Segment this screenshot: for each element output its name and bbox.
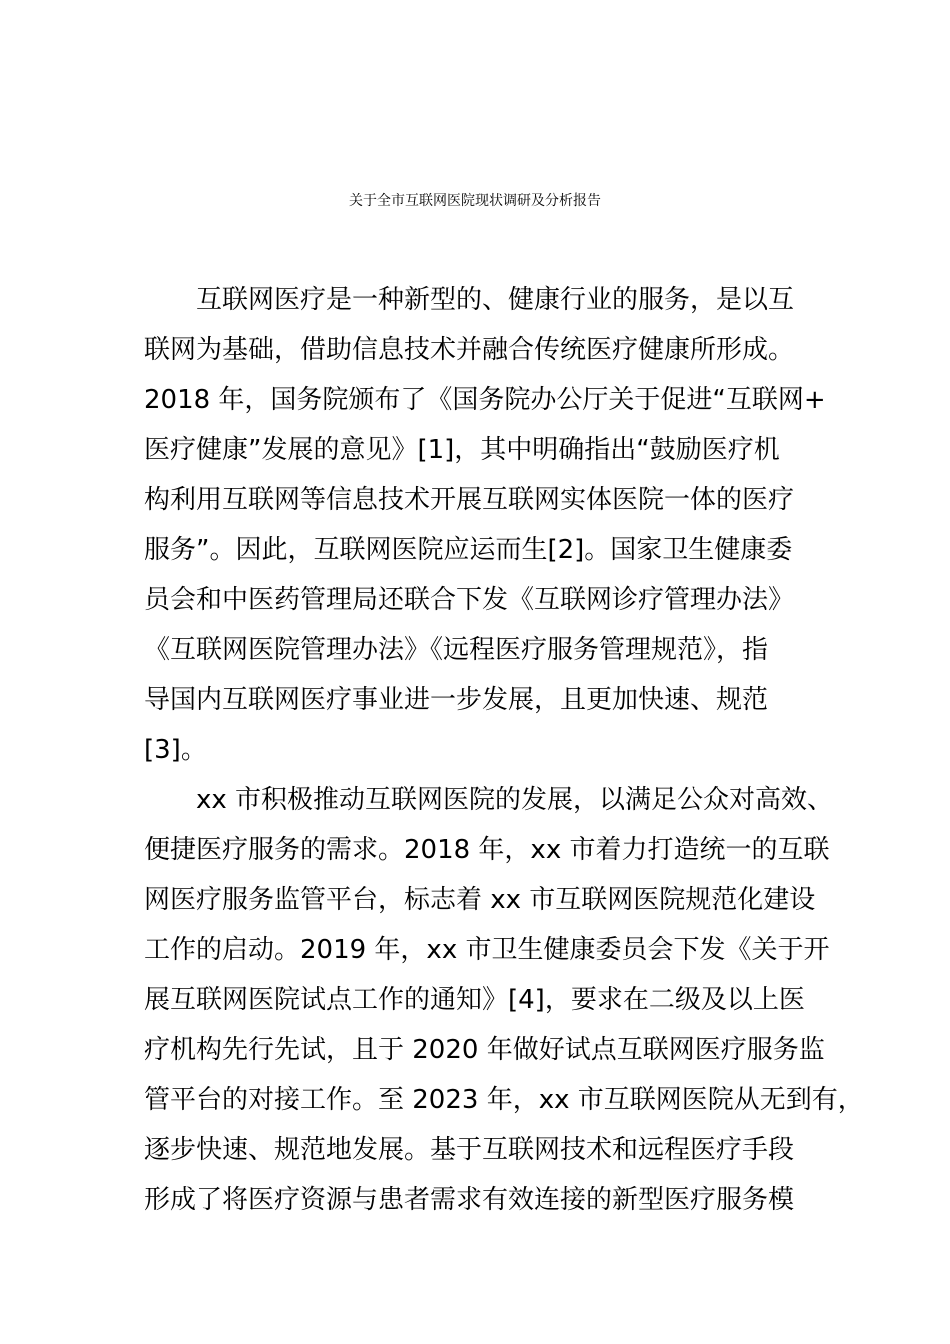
- paragraph-line: [3]。: [144, 735, 207, 765]
- paragraph-line: xx 市积极推动互联网医院的发展，以满足公众对高效、: [196, 785, 834, 815]
- paragraph-line: 互联网医疗是一种新型的、健康行业的服务，是以互: [196, 285, 795, 315]
- paragraph-line: 《互联网医院管理办法》《远程医疗服务管理规范》，指: [144, 635, 769, 665]
- document-title: 关于全市互联网医院现状调研及分析报告: [349, 193, 601, 209]
- paragraph-line: 便捷医疗服务的需求。2018 年，xx 市着力打造统一的互联: [144, 835, 830, 865]
- paragraph-line: 疗机构先行先试，且于 2020 年做好试点互联网医疗服务监: [144, 1035, 825, 1065]
- paragraph-line: 员会和中医药管理局还联合下发《互联网诊疗管理办法》: [144, 585, 795, 615]
- paragraph-line: 形成了将医疗资源与患者需求有效连接的新型医疗服务模: [144, 1185, 795, 1215]
- paragraph-line: 逐步快速、规范地发展。基于互联网技术和远程医疗手段: [144, 1135, 795, 1165]
- paragraph-line: 工作的启动。2019 年，xx 市卫生健康委员会下发《关于开: [144, 935, 830, 965]
- paragraph-line: 构利用互联网等信息技术开展互联网实体医院一体的医疗: [144, 485, 795, 515]
- paragraph-line: 管平台的对接工作。至 2023 年，xx 市互联网医院从无到有，: [144, 1085, 864, 1115]
- paragraph-line: 网医疗服务监管平台，标志着 xx 市互联网医院规范化建设: [144, 885, 816, 915]
- paragraph-line: 2018 年，国务院颁布了《国务院办公厅关于促进“互联网+: [144, 385, 826, 415]
- paragraph-line: 医疗健康”发展的意见》[1]，其中明确指出“鼓励医疗机: [144, 435, 780, 465]
- paragraph-line: 服务”。因此，互联网医院应运而生[2]。国家卫生健康委: [144, 535, 793, 565]
- paragraph-line: 展互联网医院试点工作的通知》[4]，要求在二级及以上医: [144, 985, 805, 1015]
- paragraph-line: 导国内互联网医疗事业进一步发展，且更加快速、规范: [144, 685, 769, 715]
- paragraph-line: 联网为基础，借助信息技术并融合传统医疗健康所形成。: [144, 335, 795, 365]
